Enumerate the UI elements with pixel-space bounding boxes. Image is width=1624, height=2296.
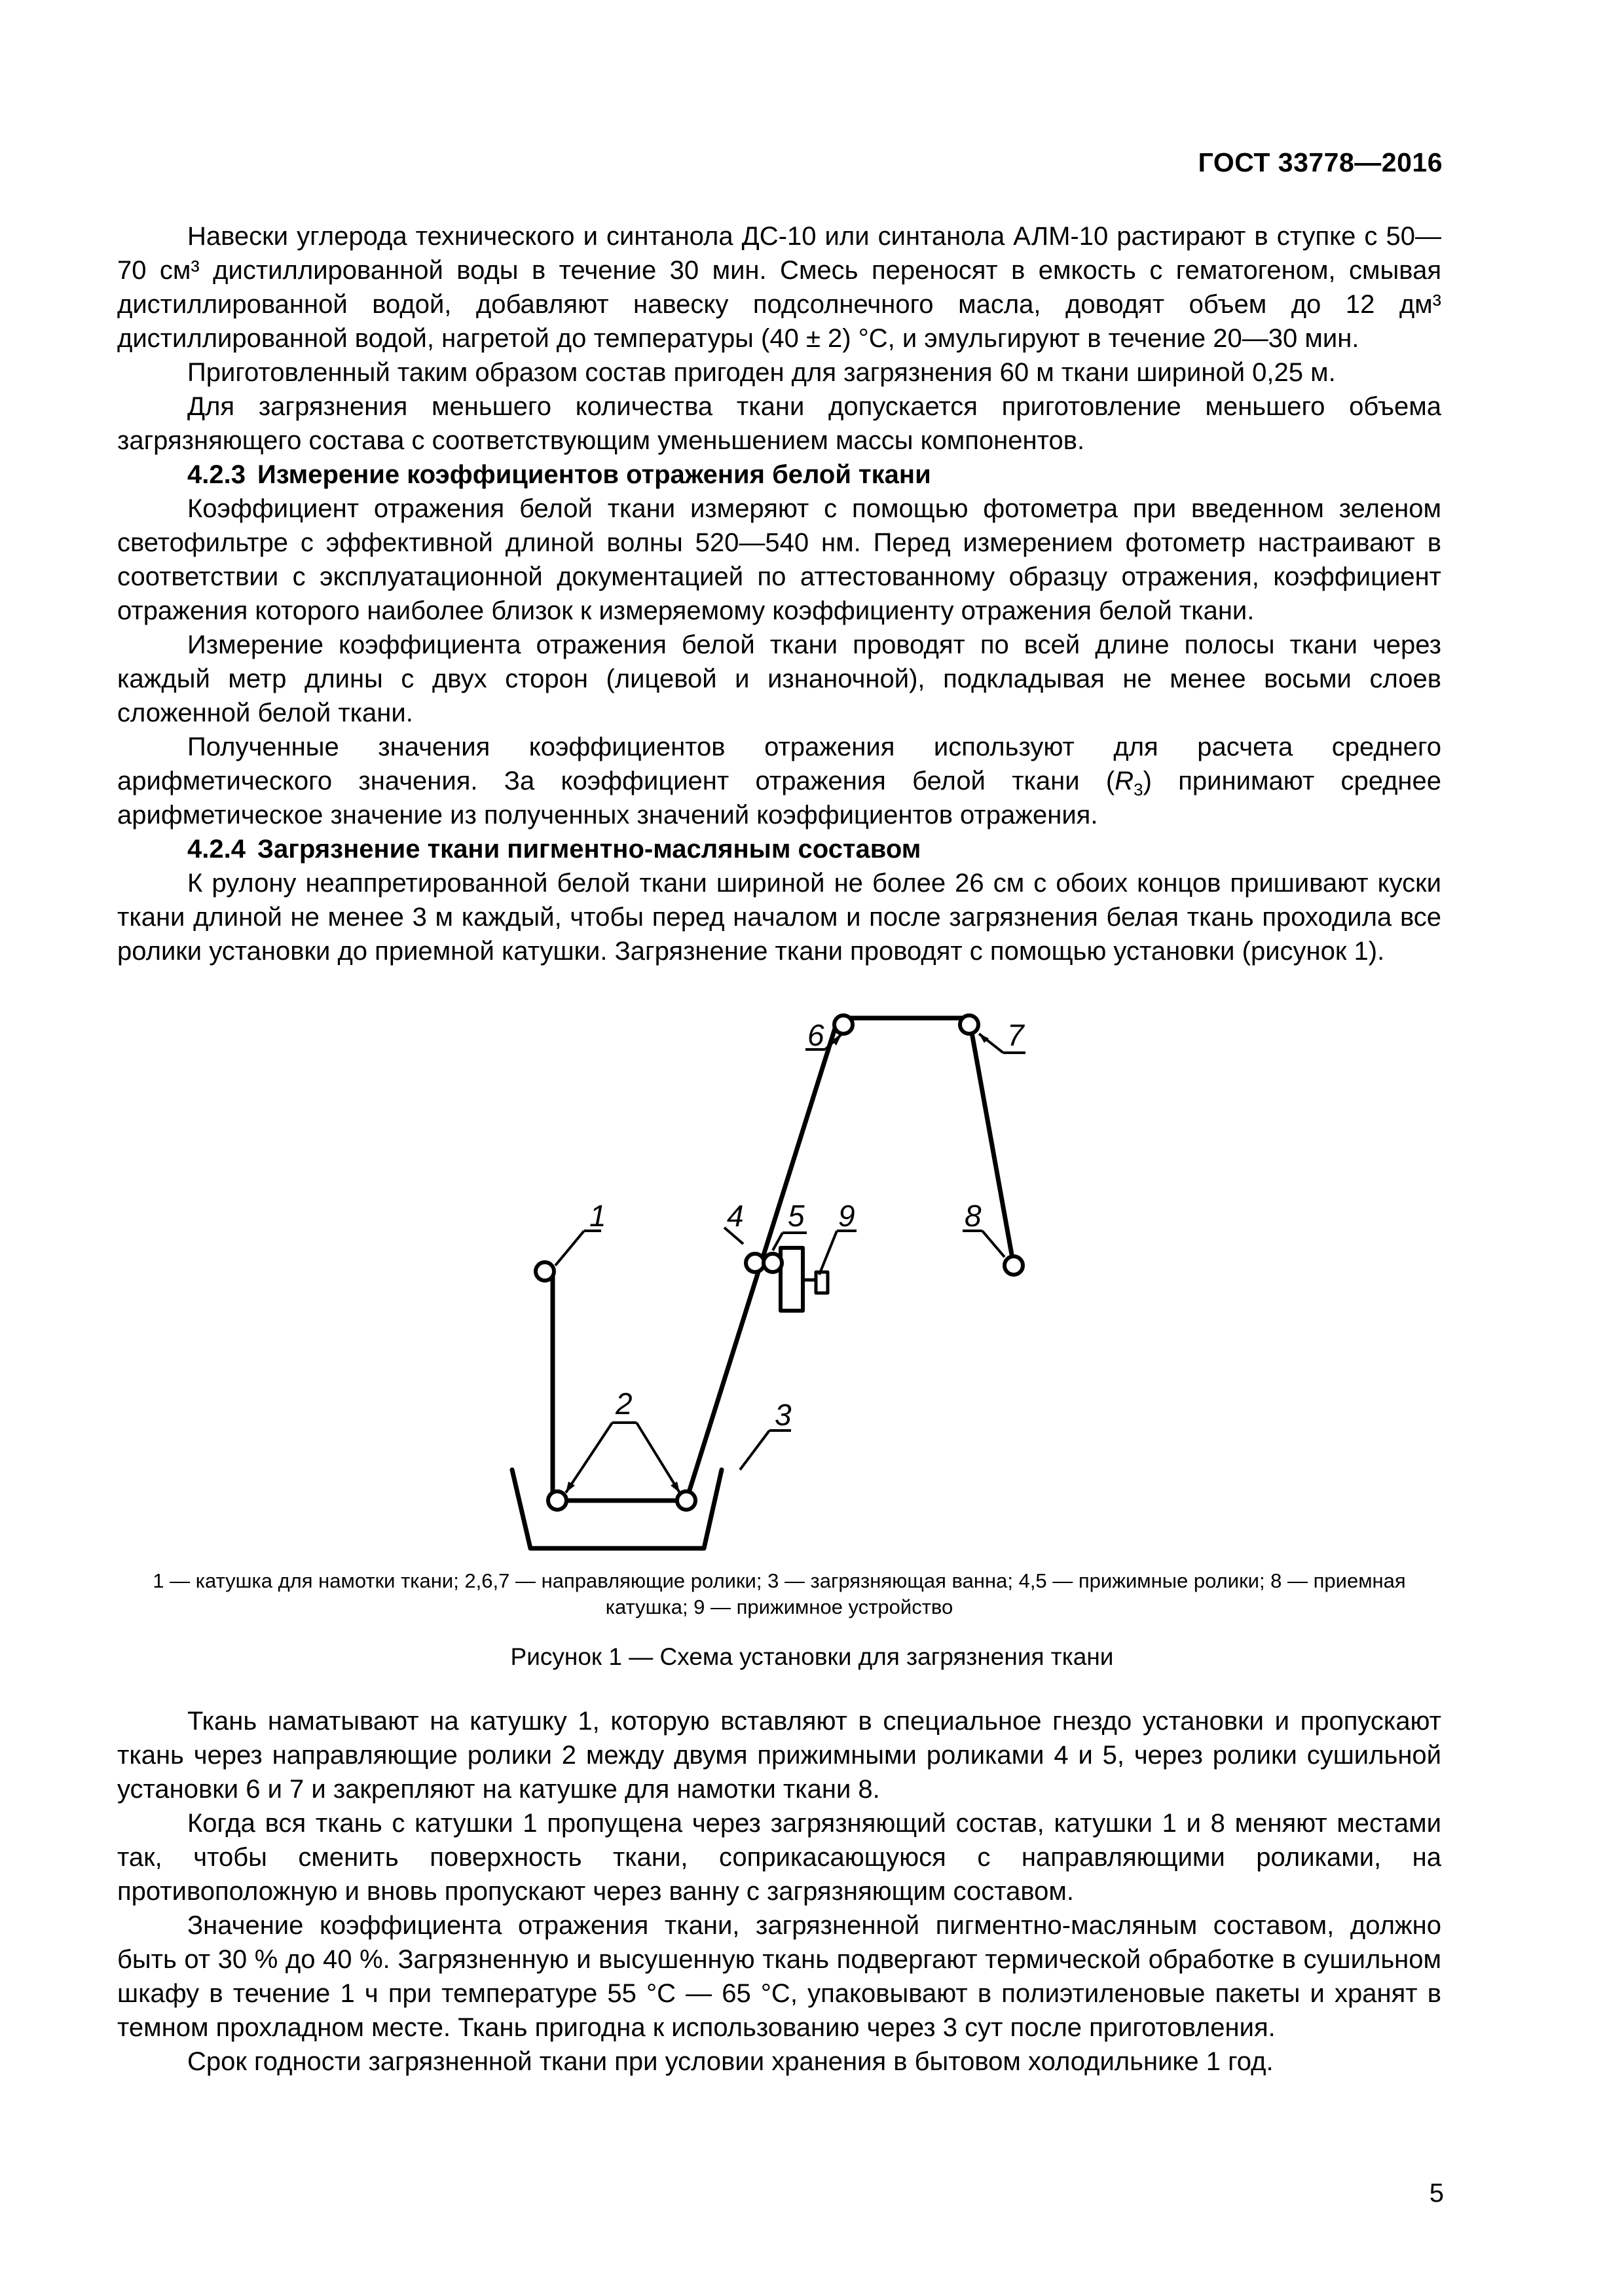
paragraph: Измерение коэффициента отражения белой ткани проводят по всей длине полосы ткани через каждый метр длины с двух сторон (лицевой и изнаночной), подкладывая не менее восьми слоев сложенной белой ткани. — [117, 630, 1441, 727]
section-number: 4.2.4 — [187, 835, 246, 864]
page-number: 5 — [1429, 2179, 1444, 2208]
reflectance-symbol: R — [1115, 767, 1134, 795]
label-8: 8 — [965, 1199, 982, 1233]
receiving-spool-8 — [1005, 1256, 1023, 1275]
label-9: 9 — [838, 1199, 855, 1233]
guide-roller-2-left — [548, 1491, 566, 1510]
guide-roller-2-right — [677, 1491, 695, 1510]
pressing-roller-5 — [764, 1254, 782, 1272]
paragraph: К рулону неаппретированной белой ткани шириной не более 26 см с обоих концов пришивают куски ткани длиной не менее 3 м каждый, чтобы перед началом и после загрязнения белая ткань проходила все ролики установки до приемной катушки. Загрязнение ткани проводят с помощью установки (рисунок 1). — [117, 869, 1441, 966]
paragraph: Коэффициент отражения белой ткани измеряют с помощью фотометра при введенном зеленом светофильтре с эффективной длиной волны 520—540 нм. Перед измерением фотометр настраивают в соответствии с эксплуатационной документацией по аттестованному образцу отражения, коэффициент отражения которого наиболее близок к измеряемому коэффициенту отражения белой ткани. — [117, 494, 1441, 625]
label-3: 3 — [775, 1398, 792, 1432]
label-2: 2 — [616, 1387, 633, 1421]
standard-header: ГОСТ 33778—2016 — [1198, 147, 1443, 177]
section-heading-4-2-3 — [117, 458, 1441, 492]
paragraph: Когда вся ткань с катушки 1 пропущена через загрязняющий состав, катушки 1 и 8 меняют местами так, чтобы сменить поверхность ткани, соприкасающуюся с направляющими роликами, на противоположную и вновь пропускают через ванну с загрязняющим составом. — [117, 1809, 1441, 1906]
guide-roller-6 — [834, 1015, 853, 1034]
label-1: 1 — [589, 1199, 606, 1233]
installation-schematic — [485, 1005, 1074, 1561]
spool-1 — [536, 1262, 554, 1281]
paragraph: Ткань наматывают на катушку 1, которую вставляют в специальное гнездо установки и пропускают ткань через направляющие ролики 2 между двумя прижимными роликами 4 и 5, через ролики сушильной установки 6 и 7 и закрепляют на катушке для намотки ткани 8. — [117, 1707, 1441, 1804]
text-block-bottom — [117, 1704, 1441, 2079]
guide-roller-7 — [960, 1015, 978, 1034]
section-title: Измерение коэффициентов отражения белой ткани — [257, 460, 931, 489]
label-6: 6 — [807, 1018, 824, 1052]
section-number: 4.2.3 — [187, 460, 246, 489]
figure-legend: 1 — катушка для намотки ткани; 2,6,7 — направляющие ролики; 3 — загрязняющая ванна; 4,5 — прижимные ролики; 8 — приемная катушка; 9 — прижимное устройство — [153, 1569, 1406, 1618]
paragraph: Срок годности загрязненной ткани при условии хранения в бытовом холодильнике 1 год. — [187, 2047, 1274, 2076]
pressing-device-knob — [816, 1272, 828, 1293]
reflectance-subscript: 3 — [1134, 780, 1143, 799]
paragraph: Значение коэффициента отражения ткани, загрязненной пигментно-масляным составом, должно быть от 30 % до 40 %. Загрязненную и высушенную ткань подвергают термической обработке в сушильном шкафу в течение 1 ч при температуре 55 °С — 65 °С, упаковывают в полиэтиленовые пакеты и хранят в темном прохладном месте. Ткань пригодна к использованию через 3 сут после приготовления. — [117, 1911, 1441, 2042]
paragraph: Навески углерода технического и синтанола ДС-10 или синтанола АЛМ-10 растирают в ступке с 50—70 см³ дистиллированной воды в течение 30 мин. Смесь переносят в емкость с гематогеном, смывая дистиллированной водой, добавляют навеску подсолнечного масла, доводят объем до 12 дм³ дистиллированной водой, нагретой до температуры (40 ± 2) °С, и эмульгируют в течение 20—30 мин. — [117, 222, 1441, 353]
figure-title: Рисунок 1 — Схема установки для загрязнения ткани — [510, 1643, 1114, 1670]
paragraph — [117, 730, 1441, 832]
paragraph: Для загрязнения меньшего количества ткани допускается приготовление меньшего объема загрязняющего состава с соответствующим уменьшением массы компонентов. — [117, 392, 1441, 455]
figure-installation-diagram — [485, 1005, 1074, 1561]
text-block-top — [117, 219, 1441, 968]
paragraph-part: Полученные значения коэффициентов отражения используют для расчета среднего арифметического значения. За коэффициент отражения белой ткани ( — [117, 733, 1441, 795]
pressing-device-block — [781, 1248, 803, 1311]
paragraph: Приготовленный таким образом состав пригоден для загрязнения 60 м ткани шириной 0,25 м. — [187, 358, 1336, 387]
pressing-roller-4 — [746, 1254, 764, 1272]
section-title: Загрязнение ткани пигментно-масляным составом — [257, 835, 921, 864]
label-4: 4 — [727, 1199, 744, 1233]
paragraph-part: ) принимают среднее арифметическое значение из полученных значений коэффициентов отражения. — [117, 767, 1442, 829]
label-5: 5 — [788, 1199, 805, 1233]
section-heading-4-2-4 — [117, 832, 1441, 866]
label-7: 7 — [1007, 1018, 1024, 1052]
